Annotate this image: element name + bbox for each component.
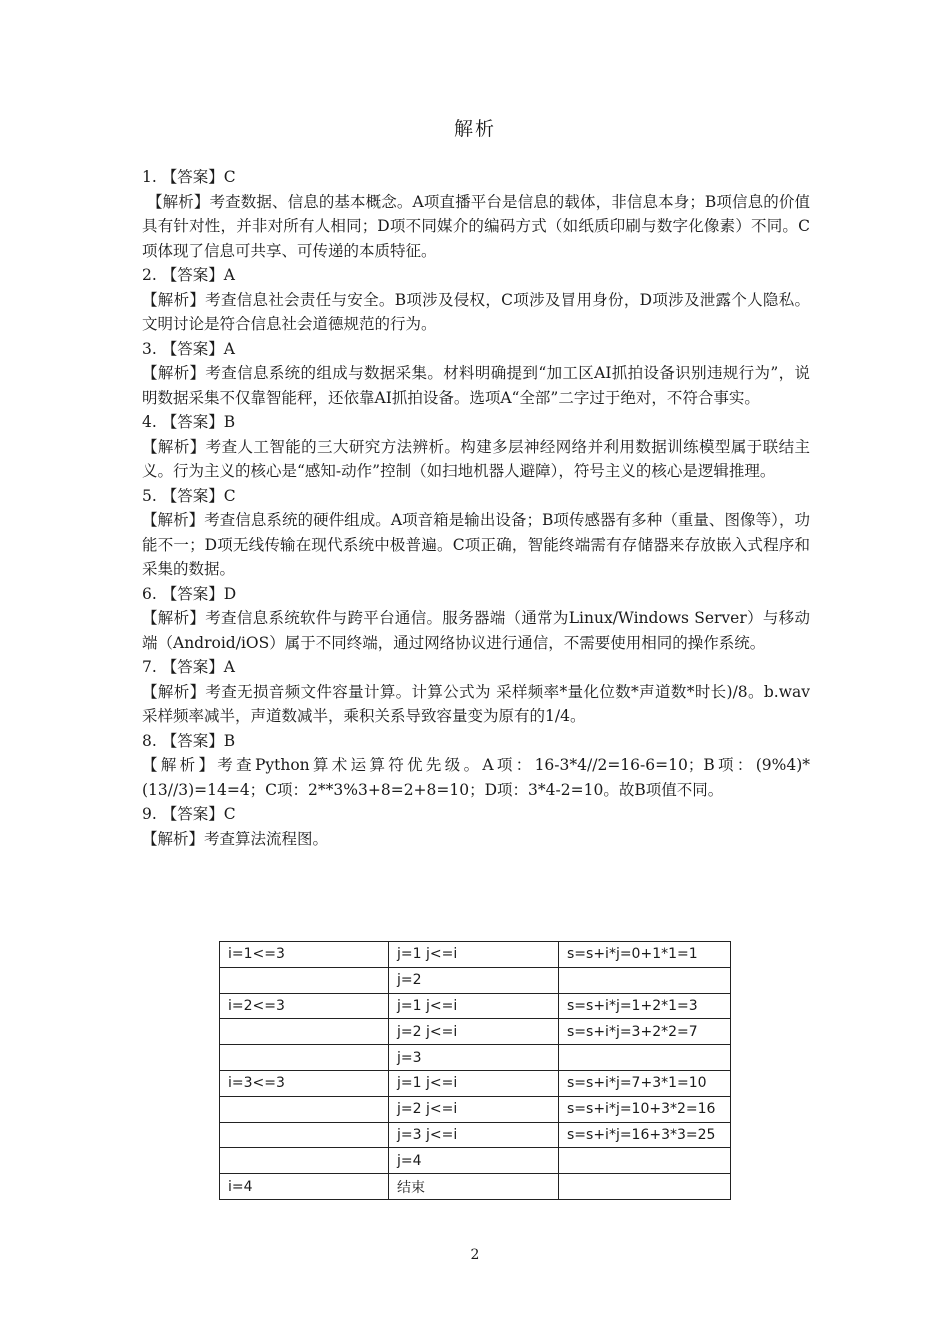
answer-line: 5. 【答案】C xyxy=(142,486,236,505)
answer-line: 7. 【答案】A xyxy=(142,658,235,676)
question-2 xyxy=(142,263,810,337)
table-row xyxy=(220,1070,731,1096)
table-row xyxy=(220,1122,731,1148)
table-row xyxy=(220,1045,731,1071)
table-cell: j=1 j<=i xyxy=(389,1070,559,1096)
question-9 xyxy=(142,802,810,851)
explanation-text: 【解析】考查信息系统的组成与数据采集。材料明确提到“加工区AI抓拍设备识别违规行为”，说明数据采集不仅靠智能秤，还依靠AI抓拍设备。选项A“全部”二字过于绝对，不符合事实。 xyxy=(142,364,810,407)
table-cell xyxy=(220,967,389,993)
table-cell xyxy=(559,1174,731,1200)
question-7 xyxy=(142,655,810,729)
table-row xyxy=(220,1019,731,1045)
table-cell: j=2 j<=i xyxy=(389,1019,559,1045)
table-cell: i=4 xyxy=(220,1174,389,1200)
table-cell xyxy=(220,1096,389,1122)
table-cell xyxy=(559,1148,731,1174)
table-cell: i=1<=3 xyxy=(220,942,389,968)
explanation-text: 【解析】考查信息系统软件与跨平台通信。服务器端（通常为Linux/Windows Server）与移动端（Android/iOS）属于不同终端，通过网络协议进行通信，不需要使用相同的操作系统。 xyxy=(142,609,810,652)
question-1 xyxy=(142,165,810,263)
question-3 xyxy=(142,337,810,411)
table-cell: s=s+i*j=7+3*1=10 xyxy=(559,1070,731,1096)
explanation-text: 【解析】考查Python算术运算符优先级。A项：16-3*4//2=16-6=10；B项：(9%4)*(13//3)=14=4；C项：2**3%3+8=2+8=10；D项：3*4-2=10。故B项值不同。 xyxy=(142,756,810,799)
answer-line: 4. 【答案】B xyxy=(142,413,236,431)
table-cell: j=1 j<=i xyxy=(389,993,559,1019)
table-cell: s=s+i*j=10+3*2=16 xyxy=(559,1096,731,1122)
answer-line: 8. 【答案】B xyxy=(142,731,236,750)
explanation-text: 【解析】考查信息系统的硬件组成。A项音箱是输出设备；B项传感器有多种（重量、图像等），功能不一；D项无线传输在现代系统中极普遍。C项正确，智能终端需有存储器来存放嵌入式程序和采集的数据。 xyxy=(142,511,810,578)
explanation-text: 【解析】考查无损音频文件容量计算。计算公式为 采样频率*量化位数*声道数*时长)/8。b.wav 采样频率减半，声道数减半，乘积关系导致容量变为原有的1/4。 xyxy=(142,682,810,725)
table-cell: 结束 xyxy=(389,1174,559,1200)
answer-line: 9. 【答案】C xyxy=(142,805,236,823)
table-cell: s=s+i*j=3+2*2=7 xyxy=(559,1019,731,1045)
table-cell: j=2 xyxy=(389,967,559,993)
question-5 xyxy=(142,484,810,582)
answer-line: 1. 【答案】C xyxy=(142,168,236,186)
answer-line: 2. 【答案】A xyxy=(142,266,235,284)
explanation-text: 【解析】考查算法流程图。 xyxy=(142,829,329,848)
page-number: 2 xyxy=(470,1247,480,1263)
table-cell: s=s+i*j=16+3*3=25 xyxy=(559,1122,731,1148)
explanation-text: 【解析】考查人工智能的三大研究方法辨析。构建多层神经网络并利用数据训练模型属于联结主义。行为主义的核心是“感知-动作”控制（如扫地机器人避障），符号主义的核心是逻辑推理。 xyxy=(142,437,810,480)
table-cell xyxy=(220,1045,389,1071)
table-cell xyxy=(559,1045,731,1071)
explanation-text: 【解析】考查信息社会责任与安全。B项涉及侵权，C项涉及冒用身份，D项涉及泄露个人隐私。文明讨论是符合信息社会道德规范的行为。 xyxy=(142,290,810,333)
table-row xyxy=(220,1096,731,1122)
answer-line: 3. 【答案】A xyxy=(142,339,235,358)
table-cell xyxy=(220,1148,389,1174)
table-cell: j=4 xyxy=(389,1148,559,1174)
question-6 xyxy=(142,582,810,656)
question-4 xyxy=(142,410,810,484)
table-row xyxy=(220,993,731,1019)
table-cell xyxy=(559,967,731,993)
question-8 xyxy=(142,729,810,803)
table-cell: j=3 j<=i xyxy=(389,1122,559,1148)
page-title: 解析 xyxy=(453,118,496,140)
table-row xyxy=(220,1148,731,1174)
answer-explanations xyxy=(142,165,810,851)
table-cell: i=2<=3 xyxy=(220,993,389,1019)
table-cell xyxy=(220,1019,389,1045)
table-cell: s=s+i*j=0+1*1=1 xyxy=(559,942,731,968)
table-row xyxy=(220,942,731,968)
explanation-text: 【解析】考查数据、信息的基本概念。A项直播平台是信息的载体，非信息本身；B项信息的价值具有针对性，并非对所有人相同；D项不同媒介的编码方式（如纸质印刷与数字化像素）不同。C项体现了信息可共享、可传递的本质特征。 xyxy=(142,192,810,260)
table-cell: j=1 j<=i xyxy=(389,942,559,968)
table-cell xyxy=(220,1122,389,1148)
table-row xyxy=(220,967,731,993)
table-cell: s=s+i*j=1+2*1=3 xyxy=(559,993,731,1019)
table-cell: j=3 xyxy=(389,1045,559,1071)
table-cell: j=2 j<=i xyxy=(389,1096,559,1122)
table-row xyxy=(220,1174,731,1200)
table-cell: i=3<=3 xyxy=(220,1070,389,1096)
answer-line: 6. 【答案】D xyxy=(142,584,237,603)
algorithm-trace-table xyxy=(219,941,731,1200)
